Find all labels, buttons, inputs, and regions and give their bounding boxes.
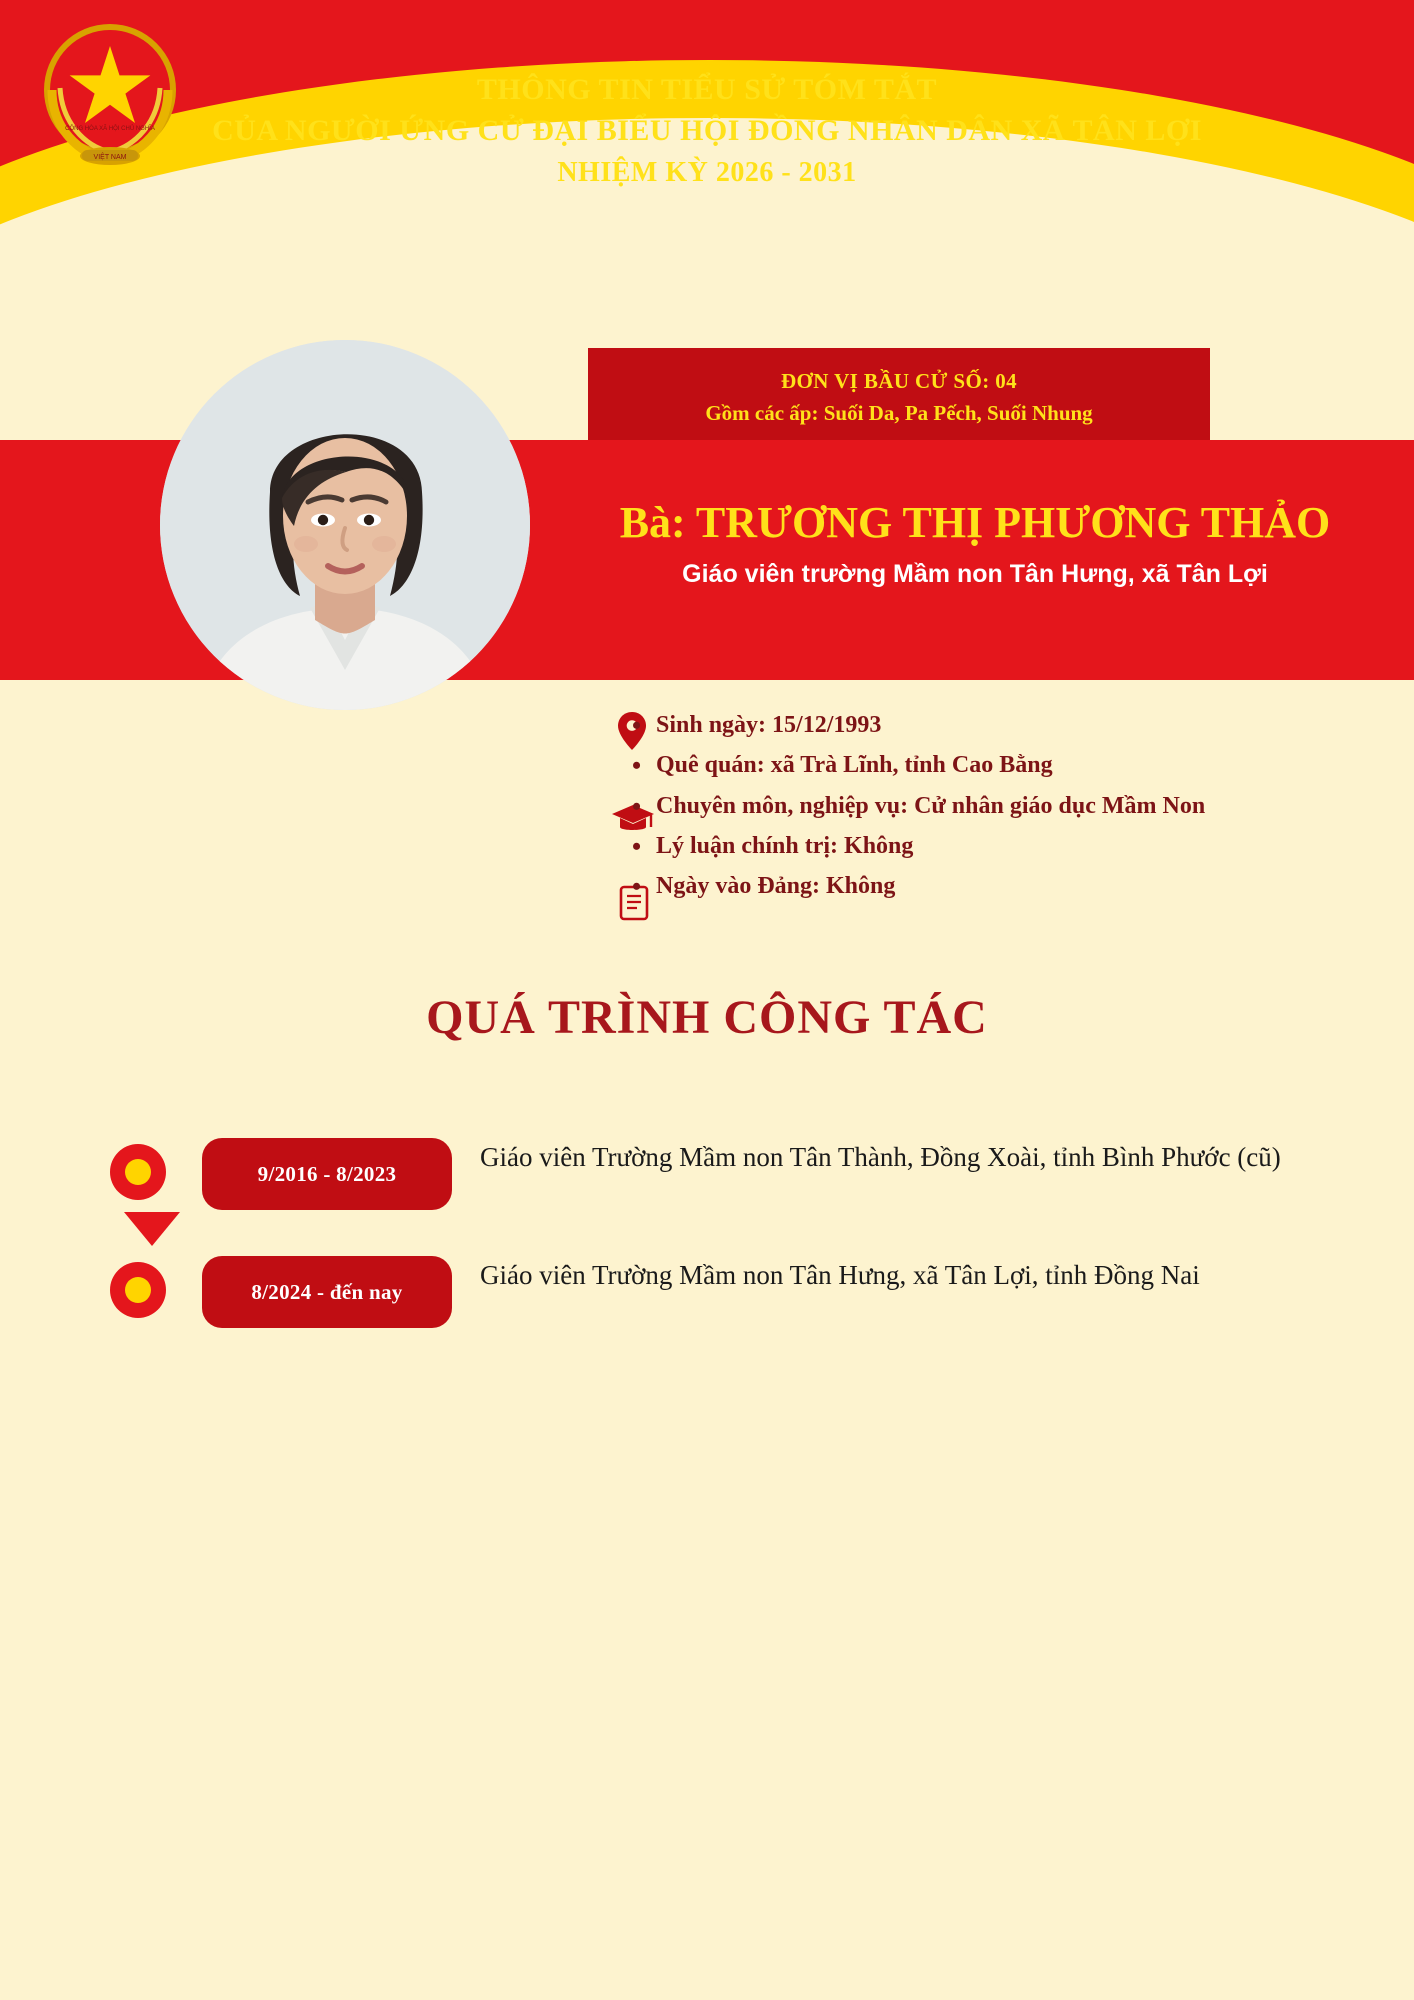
election-unit-box: [588, 348, 1210, 440]
header-title-line1: THÔNG TIN TIỂU SỬ TÓM TẮT: [476, 73, 938, 106]
candidate-name: Bà: TRƯƠNG THỊ PHƯƠNG THẢO: [619, 498, 1331, 547]
list-item: • Chuyên môn, nghiệp vụ: Cử nhân giáo dục Mầm Non: [630, 786, 1205, 826]
list-item: • Lý luận chính trị: Không: [630, 826, 1205, 866]
list-item: • Ngày vào Đảng: Không: [630, 866, 1205, 906]
candidate-role: Giáo viên trường Mầm non Tân Hưng, xã Tân Lợi: [682, 560, 1268, 588]
candidate-portrait: [160, 340, 530, 710]
list-item: • Quê quán: xã Trà Lĩnh, tỉnh Cao Bằng: [630, 745, 1205, 785]
list-item: • Sinh ngày: 15/12/1993: [630, 705, 1205, 745]
timeline-arrow-icon: [124, 1212, 180, 1246]
svg-text:VIỆT NAM: VIỆT NAM: [93, 154, 127, 161]
candidate-name-group: [560, 495, 1390, 589]
work-history-timeline: [110, 1130, 1330, 1366]
timeline-description: Giáo viên Trường Mầm non Tân Hưng, xã Tân Lợi, tỉnh Đồng Nai: [480, 1260, 1200, 1290]
svg-text:CỘNG HÒA XÃ HỘI CHỦ NGHĨA: CỘNG HÒA XÃ HỘI CHỦ NGHĨA: [65, 126, 155, 132]
timeline-description: Giáo viên Trường Mầm non Tân Thành, Đồng Xoài, tỉnh Bình Phước (cũ): [480, 1142, 1281, 1172]
timeline-dot-icon: [110, 1262, 166, 1318]
header-title-line2: CỦA NGƯỜI ỨNG CỬ ĐẠI BIỂU HỘI ĐỒNG NHÂN DÂN XÃ TÂN LỢI: [212, 113, 1202, 147]
election-unit-hamlets: Gồm các ấp: Suối Da, Pa Pếch, Suối Nhung: [705, 400, 1093, 425]
timeline-period-badge: 8/2024 - đến nay: [202, 1256, 452, 1328]
election-unit-number: ĐƠN VỊ BẦU CỬ SỐ: 04: [780, 369, 1018, 393]
timeline-dot-icon: [110, 1144, 166, 1200]
header-title-line3: NHIỆM KỲ 2026 - 2031: [557, 157, 857, 188]
timeline-row: [110, 1130, 1330, 1248]
biography-info-list: [630, 705, 1205, 907]
page-title: QUÁ TRÌNH CÔNG TÁC: [426, 991, 988, 1044]
header-title-group: [0, 70, 1414, 196]
timeline-period-badge: 9/2016 - 8/2023: [202, 1138, 452, 1210]
timeline-row: [110, 1248, 1330, 1366]
